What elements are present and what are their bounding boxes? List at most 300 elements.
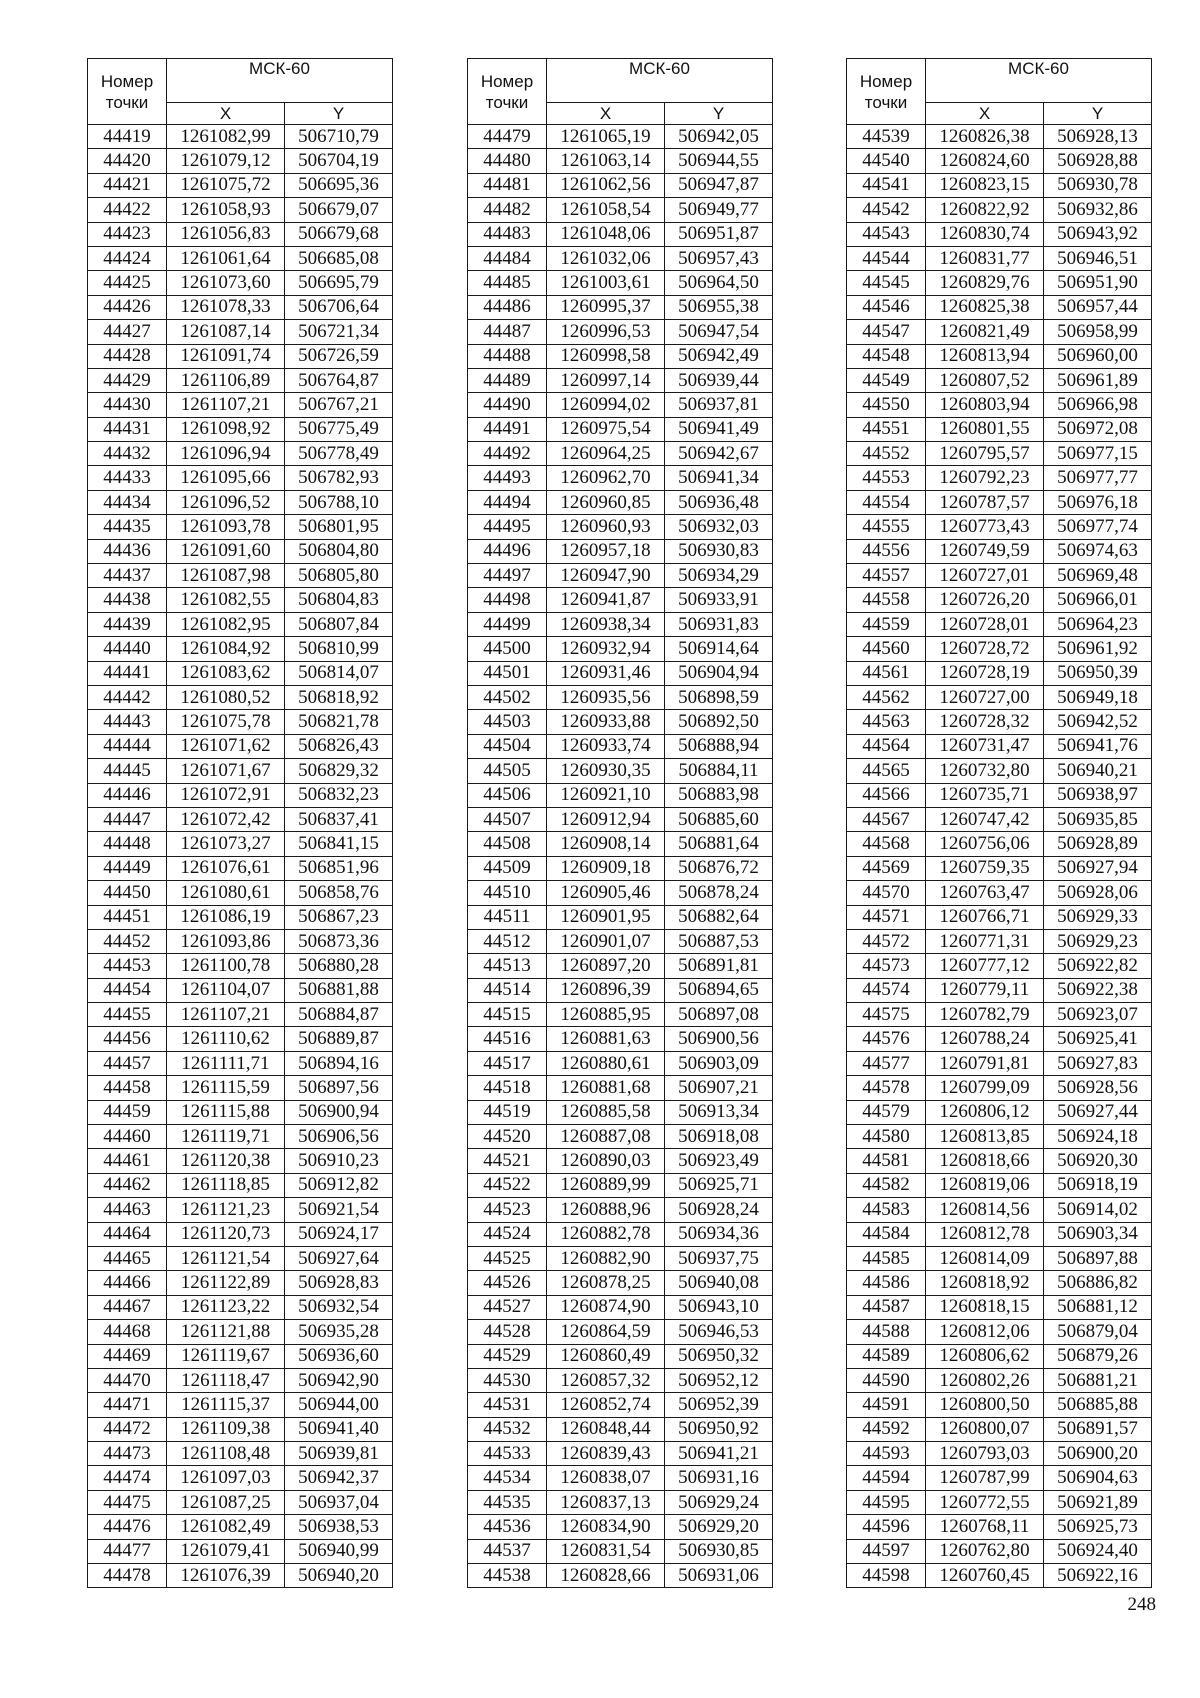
point-number-cell: 44449	[88, 856, 167, 880]
x-coordinate-cell: 1260822,92	[926, 198, 1044, 222]
table-row	[468, 685, 773, 709]
table-row	[847, 929, 1152, 953]
y-coordinate-cell: 506930,83	[665, 539, 773, 563]
y-coordinate-cell: 506706,64	[285, 295, 393, 319]
y-coordinate-cell: 506937,75	[665, 1246, 773, 1270]
table-row	[88, 393, 393, 417]
x-coordinate-cell: 1261084,92	[167, 637, 285, 661]
point-number-cell: 44519	[468, 1100, 547, 1124]
table-row	[847, 539, 1152, 563]
y-coordinate-cell: 506918,19	[1044, 1173, 1152, 1197]
table-row	[847, 1539, 1152, 1563]
x-coordinate-cell: 1260889,99	[547, 1173, 665, 1197]
table-row	[847, 881, 1152, 905]
point-number-cell: 44515	[468, 1003, 547, 1027]
point-number-cell: 44528	[468, 1320, 547, 1344]
y-coordinate-cell: 506873,36	[285, 929, 393, 953]
x-coordinate-cell: 1260726,20	[926, 588, 1044, 612]
point-number-cell: 44527	[468, 1295, 547, 1319]
x-coordinate-cell: 1261115,59	[167, 1076, 285, 1100]
table-row	[88, 466, 393, 490]
x-coordinate-cell: 1261118,47	[167, 1368, 285, 1392]
table-row	[88, 1076, 393, 1100]
table-row	[468, 246, 773, 270]
x-coordinate-cell: 1261111,71	[167, 1051, 285, 1075]
x-coordinate-cell: 1261071,62	[167, 734, 285, 758]
table-row	[847, 198, 1152, 222]
x-coordinate-cell: 1260727,00	[926, 685, 1044, 709]
y-coordinate-cell: 506804,80	[285, 539, 393, 563]
table-row	[468, 929, 773, 953]
table-row	[847, 1442, 1152, 1466]
x-coordinate-cell: 1261062,56	[547, 173, 665, 197]
table-row	[847, 1368, 1152, 1392]
point-number-cell: 44521	[468, 1149, 547, 1173]
x-coordinate-cell: 1261032,06	[547, 246, 665, 270]
table-row	[468, 1125, 773, 1149]
x-coordinate-cell: 1260766,71	[926, 905, 1044, 929]
x-coordinate-cell: 1261108,48	[167, 1442, 285, 1466]
x-column-header: X	[167, 103, 285, 125]
y-coordinate-cell: 506943,92	[1044, 222, 1152, 246]
point-number-cell: 44594	[847, 1466, 926, 1490]
y-coordinate-cell: 506782,93	[285, 466, 393, 490]
point-number-cell: 44447	[88, 807, 167, 831]
x-coordinate-cell: 1260799,09	[926, 1076, 1044, 1100]
table-row	[468, 1149, 773, 1173]
table-row	[847, 734, 1152, 758]
table-row	[847, 856, 1152, 880]
table-row	[468, 1222, 773, 1246]
point-number-cell: 44460	[88, 1125, 167, 1149]
point-number-cell: 44475	[88, 1490, 167, 1514]
y-coordinate-cell: 506882,64	[665, 905, 773, 929]
x-coordinate-cell: 1261096,52	[167, 490, 285, 514]
x-coordinate-cell: 1261003,61	[547, 271, 665, 295]
point-number-cell: 44530	[468, 1368, 547, 1392]
y-coordinate-cell: 506929,20	[665, 1515, 773, 1539]
x-coordinate-cell: 1260814,56	[926, 1198, 1044, 1222]
x-coordinate-cell: 1260880,61	[547, 1051, 665, 1075]
table-body	[88, 125, 393, 1588]
point-number-cell: 44441	[88, 661, 167, 685]
point-number-cell: 44457	[88, 1051, 167, 1075]
coordinates-table-2	[467, 58, 773, 1588]
table-row	[88, 612, 393, 636]
table-row	[88, 1173, 393, 1197]
y-coordinate-cell: 506894,65	[665, 978, 773, 1002]
table-row	[88, 442, 393, 466]
page-number: 248	[1127, 1594, 1156, 1615]
table-row	[88, 978, 393, 1002]
table-row	[468, 1490, 773, 1514]
table-row	[468, 295, 773, 319]
point-number-cell: 44597	[847, 1539, 926, 1563]
table-row	[468, 807, 773, 831]
point-number-cell: 44419	[88, 125, 167, 149]
point-number-cell: 44446	[88, 783, 167, 807]
table-row	[88, 832, 393, 856]
point-number-cell: 44444	[88, 734, 167, 758]
y-coordinate-cell: 506924,17	[285, 1222, 393, 1246]
x-coordinate-cell: 1260824,60	[926, 149, 1044, 173]
point-number-cell: 44439	[88, 612, 167, 636]
x-coordinate-cell: 1260932,94	[547, 637, 665, 661]
table-row	[88, 905, 393, 929]
y-coordinate-cell: 506957,43	[665, 246, 773, 270]
y-coordinate-cell: 506942,05	[665, 125, 773, 149]
table-row	[88, 271, 393, 295]
point-number-cell: 44596	[847, 1515, 926, 1539]
x-coordinate-cell: 1260921,10	[547, 783, 665, 807]
table-row	[468, 1320, 773, 1344]
x-coordinate-cell: 1260885,58	[547, 1100, 665, 1124]
x-coordinate-cell: 1260760,45	[926, 1564, 1044, 1588]
point-number-cell: 44508	[468, 832, 547, 856]
y-coordinate-cell: 506889,87	[285, 1027, 393, 1051]
point-number-cell: 44512	[468, 929, 547, 953]
y-coordinate-cell: 506921,54	[285, 1198, 393, 1222]
table-row	[88, 881, 393, 905]
table-row	[88, 661, 393, 685]
point-number-cell: 44563	[847, 710, 926, 734]
point-number-cell: 44484	[468, 246, 547, 270]
x-coordinate-cell: 1260759,35	[926, 856, 1044, 880]
y-coordinate-cell: 506775,49	[285, 417, 393, 441]
table-row	[88, 1271, 393, 1295]
table-row	[468, 417, 773, 441]
table-row	[468, 1100, 773, 1124]
x-coordinate-cell: 1260821,49	[926, 320, 1044, 344]
x-coordinate-cell: 1260812,06	[926, 1320, 1044, 1344]
table-row	[468, 515, 773, 539]
x-coordinate-cell: 1260962,70	[547, 466, 665, 490]
table-row	[468, 368, 773, 392]
point-number-cell: 44434	[88, 490, 167, 514]
y-coordinate-cell: 506927,83	[1044, 1051, 1152, 1075]
y-coordinate-cell: 506961,89	[1044, 368, 1152, 392]
y-coordinate-cell: 506904,94	[665, 661, 773, 685]
table-row	[88, 173, 393, 197]
y-coordinate-cell: 506943,10	[665, 1295, 773, 1319]
table-row	[847, 1344, 1152, 1368]
point-number-cell: 44556	[847, 539, 926, 563]
point-number-cell: 44500	[468, 637, 547, 661]
y-coordinate-cell: 506913,34	[665, 1100, 773, 1124]
table-row	[847, 1417, 1152, 1441]
y-coordinate-cell: 506977,15	[1044, 442, 1152, 466]
point-number-cell: 44545	[847, 271, 926, 295]
y-coordinate-cell: 506952,39	[665, 1393, 773, 1417]
x-coordinate-cell: 1260897,20	[547, 954, 665, 978]
x-coordinate-cell: 1261119,67	[167, 1344, 285, 1368]
x-coordinate-cell: 1260728,01	[926, 612, 1044, 636]
y-coordinate-cell: 506885,60	[665, 807, 773, 831]
point-number-cell: 44518	[468, 1076, 547, 1100]
y-coordinate-cell: 506977,74	[1044, 515, 1152, 539]
point-number-cell: 44421	[88, 173, 167, 197]
x-coordinate-cell: 1261100,78	[167, 954, 285, 978]
x-coordinate-cell: 1261056,83	[167, 222, 285, 246]
x-coordinate-cell: 1260874,90	[547, 1295, 665, 1319]
x-coordinate-cell: 1260732,80	[926, 759, 1044, 783]
y-coordinate-cell: 506941,40	[285, 1417, 393, 1441]
y-coordinate-cell: 506942,90	[285, 1368, 393, 1392]
x-coordinate-cell: 1261091,60	[167, 539, 285, 563]
table-body	[847, 125, 1152, 1588]
y-coordinate-cell: 506923,49	[665, 1149, 773, 1173]
point-number-cell: 44453	[88, 954, 167, 978]
point-number-cell: 44452	[88, 929, 167, 953]
point-number-header: Номер точки	[468, 59, 547, 125]
y-coordinate-cell: 506879,04	[1044, 1320, 1152, 1344]
y-coordinate-cell: 506829,32	[285, 759, 393, 783]
y-coordinate-cell: 506851,96	[285, 856, 393, 880]
x-coordinate-cell: 1260728,32	[926, 710, 1044, 734]
y-coordinate-cell: 506906,56	[285, 1125, 393, 1149]
y-coordinate-cell: 506891,57	[1044, 1417, 1152, 1441]
x-coordinate-cell: 1260905,46	[547, 881, 665, 905]
point-number-cell: 44562	[847, 685, 926, 709]
y-coordinate-cell: 506955,38	[665, 295, 773, 319]
x-coordinate-cell: 1260887,08	[547, 1125, 665, 1149]
table-row	[847, 1271, 1152, 1295]
y-coordinate-cell: 506942,49	[665, 344, 773, 368]
point-number-cell: 44424	[88, 246, 167, 270]
y-coordinate-cell: 506941,34	[665, 466, 773, 490]
x-coordinate-cell: 1260777,12	[926, 954, 1044, 978]
y-coordinate-cell: 506931,83	[665, 612, 773, 636]
y-coordinate-cell: 506918,08	[665, 1125, 773, 1149]
x-coordinate-cell: 1260806,12	[926, 1100, 1044, 1124]
point-number-cell: 44431	[88, 417, 167, 441]
table-row	[468, 173, 773, 197]
y-coordinate-cell: 506778,49	[285, 442, 393, 466]
x-coordinate-cell: 1261083,62	[167, 661, 285, 685]
table-row	[88, 1442, 393, 1466]
x-coordinate-cell: 1260806,62	[926, 1344, 1044, 1368]
table-row	[847, 295, 1152, 319]
point-number-cell: 44466	[88, 1271, 167, 1295]
point-number-cell: 44513	[468, 954, 547, 978]
point-number-cell: 44577	[847, 1051, 926, 1075]
table-row	[468, 1466, 773, 1490]
x-coordinate-cell: 1260933,88	[547, 710, 665, 734]
table-row	[847, 466, 1152, 490]
table-row	[88, 710, 393, 734]
point-number-cell: 44499	[468, 612, 547, 636]
table-row	[468, 539, 773, 563]
x-coordinate-cell: 1260800,07	[926, 1417, 1044, 1441]
y-coordinate-cell: 506721,34	[285, 320, 393, 344]
point-number-cell: 44572	[847, 929, 926, 953]
table-row	[847, 1466, 1152, 1490]
table-row	[847, 271, 1152, 295]
x-coordinate-cell: 1260997,14	[547, 368, 665, 392]
point-number-cell: 44423	[88, 222, 167, 246]
table-row	[468, 1368, 773, 1392]
y-coordinate-cell: 506885,88	[1044, 1393, 1152, 1417]
table-body	[468, 125, 773, 1588]
table-row	[88, 1198, 393, 1222]
y-coordinate-cell: 506924,18	[1044, 1125, 1152, 1149]
x-coordinate-cell: 1260938,34	[547, 612, 665, 636]
point-number-cell: 44426	[88, 295, 167, 319]
y-coordinate-cell: 506946,51	[1044, 246, 1152, 270]
y-coordinate-cell: 506807,84	[285, 612, 393, 636]
point-number-cell: 44540	[847, 149, 926, 173]
y-coordinate-cell: 506950,32	[665, 1344, 773, 1368]
x-coordinate-cell: 1261110,62	[167, 1027, 285, 1051]
point-number-cell: 44592	[847, 1417, 926, 1441]
y-coordinate-cell: 506935,85	[1044, 807, 1152, 831]
table-row	[847, 1100, 1152, 1124]
table-row	[847, 637, 1152, 661]
table-row	[88, 1100, 393, 1124]
point-number-cell: 44469	[88, 1344, 167, 1368]
x-coordinate-cell: 1261082,55	[167, 588, 285, 612]
table-row	[847, 783, 1152, 807]
point-number-cell: 44559	[847, 612, 926, 636]
y-coordinate-cell: 506907,21	[665, 1076, 773, 1100]
x-coordinate-cell: 1260788,24	[926, 1027, 1044, 1051]
table-row	[847, 954, 1152, 978]
x-coordinate-cell: 1260881,63	[547, 1027, 665, 1051]
x-column-header: X	[547, 103, 665, 125]
table-row	[468, 466, 773, 490]
x-coordinate-cell: 1260826,38	[926, 125, 1044, 149]
y-coordinate-cell: 506903,09	[665, 1051, 773, 1075]
table-row	[847, 222, 1152, 246]
x-coordinate-cell: 1260818,92	[926, 1271, 1044, 1295]
x-coordinate-cell: 1260762,80	[926, 1539, 1044, 1563]
table-row	[468, 490, 773, 514]
x-coordinate-cell: 1260735,71	[926, 783, 1044, 807]
x-coordinate-cell: 1260994,02	[547, 393, 665, 417]
point-number-cell: 44561	[847, 661, 926, 685]
y-coordinate-cell: 506695,79	[285, 271, 393, 295]
y-coordinate-cell: 506935,28	[285, 1320, 393, 1344]
x-coordinate-cell: 1260947,90	[547, 564, 665, 588]
point-number-cell: 44557	[847, 564, 926, 588]
table-row	[88, 1417, 393, 1441]
x-coordinate-cell: 1261106,89	[167, 368, 285, 392]
y-coordinate-cell: 506949,77	[665, 198, 773, 222]
x-coordinate-cell: 1260882,90	[547, 1246, 665, 1270]
table-row	[88, 125, 393, 149]
point-number-cell: 44522	[468, 1173, 547, 1197]
y-coordinate-cell: 506876,72	[665, 856, 773, 880]
point-number-cell: 44473	[88, 1442, 167, 1466]
x-coordinate-cell: 1260830,74	[926, 222, 1044, 246]
y-coordinate-cell: 506951,90	[1044, 271, 1152, 295]
point-number-cell: 44564	[847, 734, 926, 758]
y-coordinate-cell: 506900,20	[1044, 1442, 1152, 1466]
y-coordinate-cell: 506903,34	[1044, 1222, 1152, 1246]
x-coordinate-cell: 1261119,71	[167, 1125, 285, 1149]
x-coordinate-cell: 1260768,11	[926, 1515, 1044, 1539]
x-coordinate-cell: 1261071,67	[167, 759, 285, 783]
x-coordinate-cell: 1260931,46	[547, 661, 665, 685]
x-coordinate-cell: 1261098,92	[167, 417, 285, 441]
y-coordinate-cell: 506969,48	[1044, 564, 1152, 588]
x-coordinate-cell: 1260787,57	[926, 490, 1044, 514]
table-row	[88, 954, 393, 978]
table-row	[847, 320, 1152, 344]
table-row	[88, 807, 393, 831]
y-coordinate-cell: 506939,81	[285, 1442, 393, 1466]
x-coordinate-cell: 1261073,60	[167, 271, 285, 295]
point-number-cell: 44542	[847, 198, 926, 222]
y-coordinate-cell: 506679,07	[285, 198, 393, 222]
x-coordinate-cell: 1260782,79	[926, 1003, 1044, 1027]
y-coordinate-cell: 506946,53	[665, 1320, 773, 1344]
x-coordinate-cell: 1261093,78	[167, 515, 285, 539]
point-number-cell: 44584	[847, 1222, 926, 1246]
point-number-cell: 44433	[88, 466, 167, 490]
point-number-cell: 44459	[88, 1100, 167, 1124]
point-number-cell: 44493	[468, 466, 547, 490]
y-coordinate-cell: 506929,23	[1044, 929, 1152, 953]
table-row	[468, 1539, 773, 1563]
table-row	[468, 125, 773, 149]
table-row	[468, 1271, 773, 1295]
y-coordinate-cell: 506881,12	[1044, 1295, 1152, 1319]
point-number-cell: 44458	[88, 1076, 167, 1100]
y-coordinate-cell: 506881,88	[285, 978, 393, 1002]
y-coordinate-cell: 506938,53	[285, 1515, 393, 1539]
table-row	[88, 783, 393, 807]
table-row	[847, 710, 1152, 734]
point-number-cell: 44427	[88, 320, 167, 344]
y-coordinate-cell: 506878,24	[665, 881, 773, 905]
point-number-cell: 44568	[847, 832, 926, 856]
point-number-cell: 44541	[847, 173, 926, 197]
table-row	[847, 1393, 1152, 1417]
table-row	[468, 1344, 773, 1368]
x-coordinate-cell: 1260819,06	[926, 1173, 1044, 1197]
x-coordinate-cell: 1260756,06	[926, 832, 1044, 856]
x-coordinate-cell: 1260787,99	[926, 1466, 1044, 1490]
point-number-cell: 44440	[88, 637, 167, 661]
point-number-cell: 44489	[468, 368, 547, 392]
table-row	[468, 783, 773, 807]
y-coordinate-cell: 506887,53	[665, 929, 773, 953]
table-row	[468, 1027, 773, 1051]
y-coordinate-cell: 506805,80	[285, 564, 393, 588]
point-number-cell: 44443	[88, 710, 167, 734]
point-number-cell: 44598	[847, 1564, 926, 1588]
y-coordinate-cell: 506934,29	[665, 564, 773, 588]
y-coordinate-cell: 506961,92	[1044, 637, 1152, 661]
point-number-cell: 44496	[468, 539, 547, 563]
x-coordinate-cell: 1260831,77	[926, 246, 1044, 270]
y-coordinate-cell: 506964,23	[1044, 612, 1152, 636]
table-row	[847, 1295, 1152, 1319]
table-row	[847, 564, 1152, 588]
y-coordinate-cell: 506960,00	[1044, 344, 1152, 368]
x-coordinate-cell: 1261058,93	[167, 198, 285, 222]
x-coordinate-cell: 1260995,37	[547, 295, 665, 319]
point-number-cell: 44586	[847, 1271, 926, 1295]
x-coordinate-cell: 1260801,55	[926, 417, 1044, 441]
table-row	[847, 1003, 1152, 1027]
coordinate-system-header: МСК-60	[547, 59, 773, 103]
table-row	[468, 1393, 773, 1417]
y-coordinate-cell: 506936,60	[285, 1344, 393, 1368]
x-coordinate-cell: 1260773,43	[926, 515, 1044, 539]
table-row	[88, 734, 393, 758]
